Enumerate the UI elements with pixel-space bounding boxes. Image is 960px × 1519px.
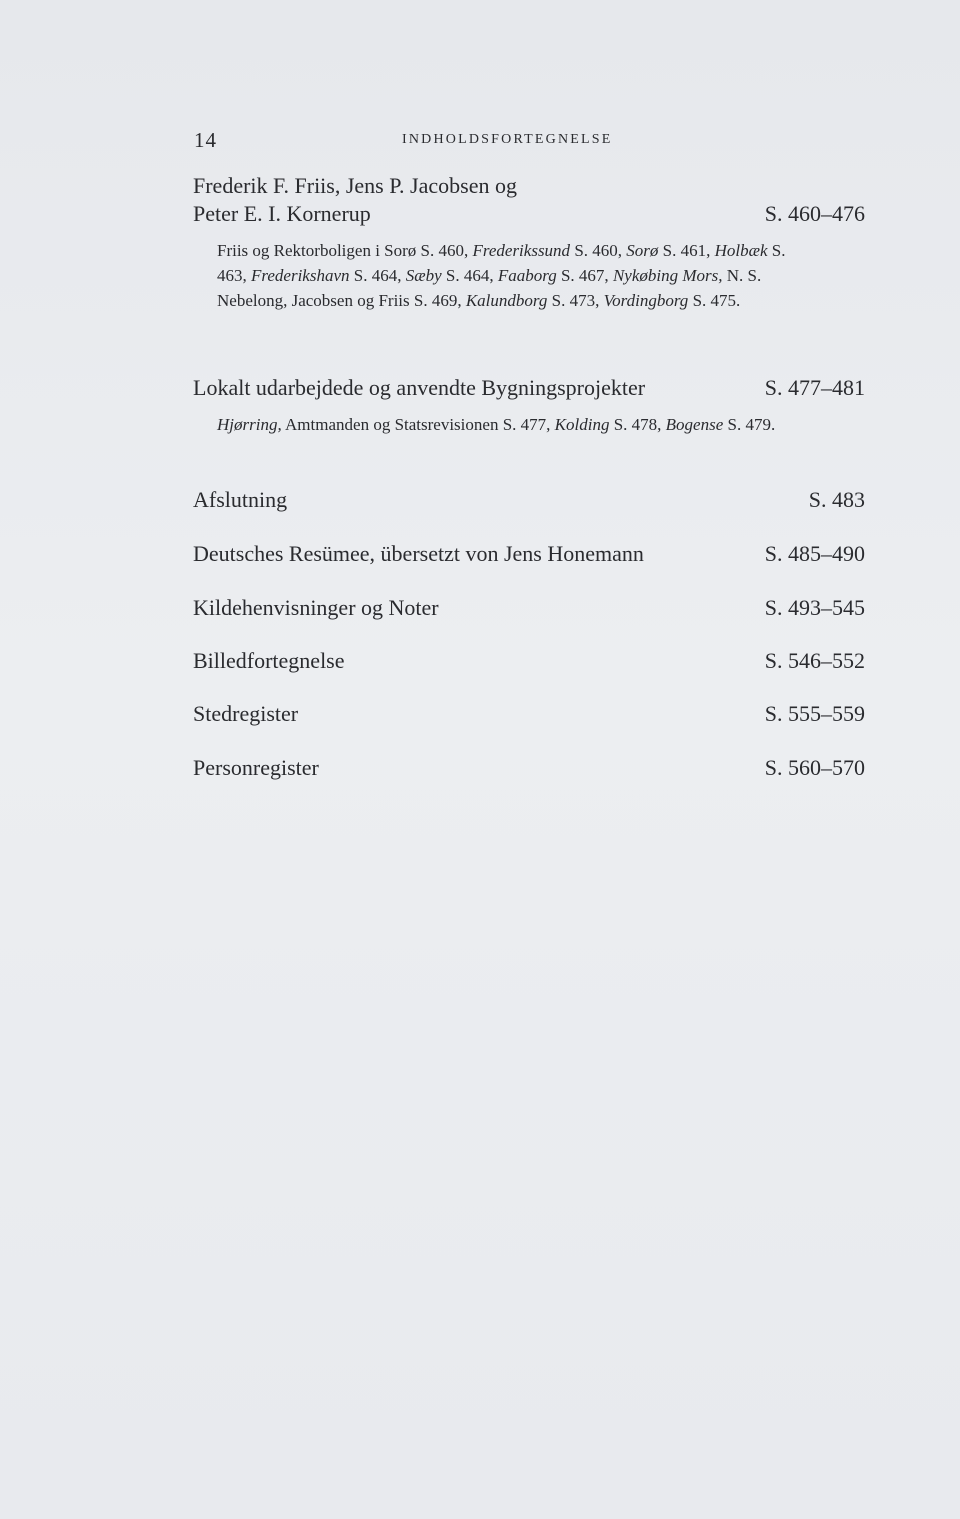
detail-text: S. 478, [609, 415, 666, 434]
toc-row-title: Afslutning [193, 487, 288, 512]
toc-entry-title-line: Frederik F. Friis, Jens P. Jacobsen og [193, 173, 517, 198]
place-name: Sæby [405, 266, 442, 285]
detail-text: S. 460, [570, 241, 627, 260]
detail-text: S. 467, [556, 266, 613, 285]
toc-entry-title-line: Lokalt udarbejdede og anvendte Bygningsprojekter [193, 375, 646, 400]
detail-text: S. 475. [688, 291, 741, 310]
toc-row-title: Stedregister [193, 701, 299, 726]
detail-text: S. 473, [547, 291, 604, 310]
toc-row [193, 594, 865, 622]
toc-row-pages: S. 483 [808, 487, 865, 512]
toc-entry-pages: S. 460–476 [764, 201, 865, 226]
toc-row-pages: S. 493–545 [764, 595, 865, 620]
place-name: Bogense [665, 415, 724, 434]
place-name: Kalundborg [465, 291, 548, 310]
toc-row [193, 486, 865, 514]
place-name: Sorø [626, 241, 659, 260]
section-title: INDHOLDSFORTEGNELSE [402, 132, 613, 147]
detail-text: S. 461, [658, 241, 715, 260]
place-name: Kolding [554, 415, 610, 434]
detail-text: S. 479. [723, 415, 776, 434]
running-head [194, 128, 664, 158]
toc-row [193, 754, 865, 782]
detail-text: S. 463, [217, 241, 786, 285]
place-name: Nykøbing Mors, [612, 266, 723, 285]
toc-row-pages: S. 485–490 [764, 541, 865, 566]
detail-text: S. 464, [349, 266, 406, 285]
toc-row-pages: S. 546–552 [764, 648, 865, 673]
toc-entry [193, 374, 865, 437]
toc-row-title: Deutsches Resümee, übersetzt von Jens Honemann [193, 541, 644, 566]
toc-entry-heading [193, 374, 865, 402]
toc-row [193, 540, 865, 568]
place-name: Hjørring, [217, 415, 282, 434]
toc-row-title: Personregister [193, 755, 319, 780]
place-name: Frederikssund [472, 241, 571, 260]
toc-row-title: Kildehenvisninger og Noter [193, 595, 439, 620]
detail-text: Amtmanden og Statsrevisionen S. 477, [281, 415, 555, 434]
place-name: Vordingborg [603, 291, 689, 310]
toc-row [193, 647, 865, 675]
toc-row-pages: S. 555–559 [764, 701, 865, 726]
toc-entry [193, 172, 865, 313]
detail-text: S. 464, [441, 266, 498, 285]
place-name: Frederikshavn [251, 266, 350, 285]
toc-entry-pages: S. 477–481 [764, 375, 865, 400]
detail-text: Friis og Rektorboligen i Sorø S. 460, [217, 241, 473, 260]
page-number: 14 [194, 128, 217, 152]
place-name: Holbæk [714, 241, 768, 260]
toc-entry-detail [217, 238, 817, 313]
place-name: Faaborg [497, 266, 557, 285]
toc-entry-detail [217, 412, 817, 437]
detail-text: N. S. Nebelong, Jacobsen og Friis S. 469, [217, 266, 762, 310]
toc-entry-title-line: Peter E. I. Kornerup [193, 201, 371, 226]
toc-row-title: Billedfortegnelse [193, 648, 345, 673]
toc-row-pages: S. 560–570 [764, 755, 865, 780]
toc-row [193, 700, 865, 728]
toc-entry-heading [193, 172, 865, 228]
